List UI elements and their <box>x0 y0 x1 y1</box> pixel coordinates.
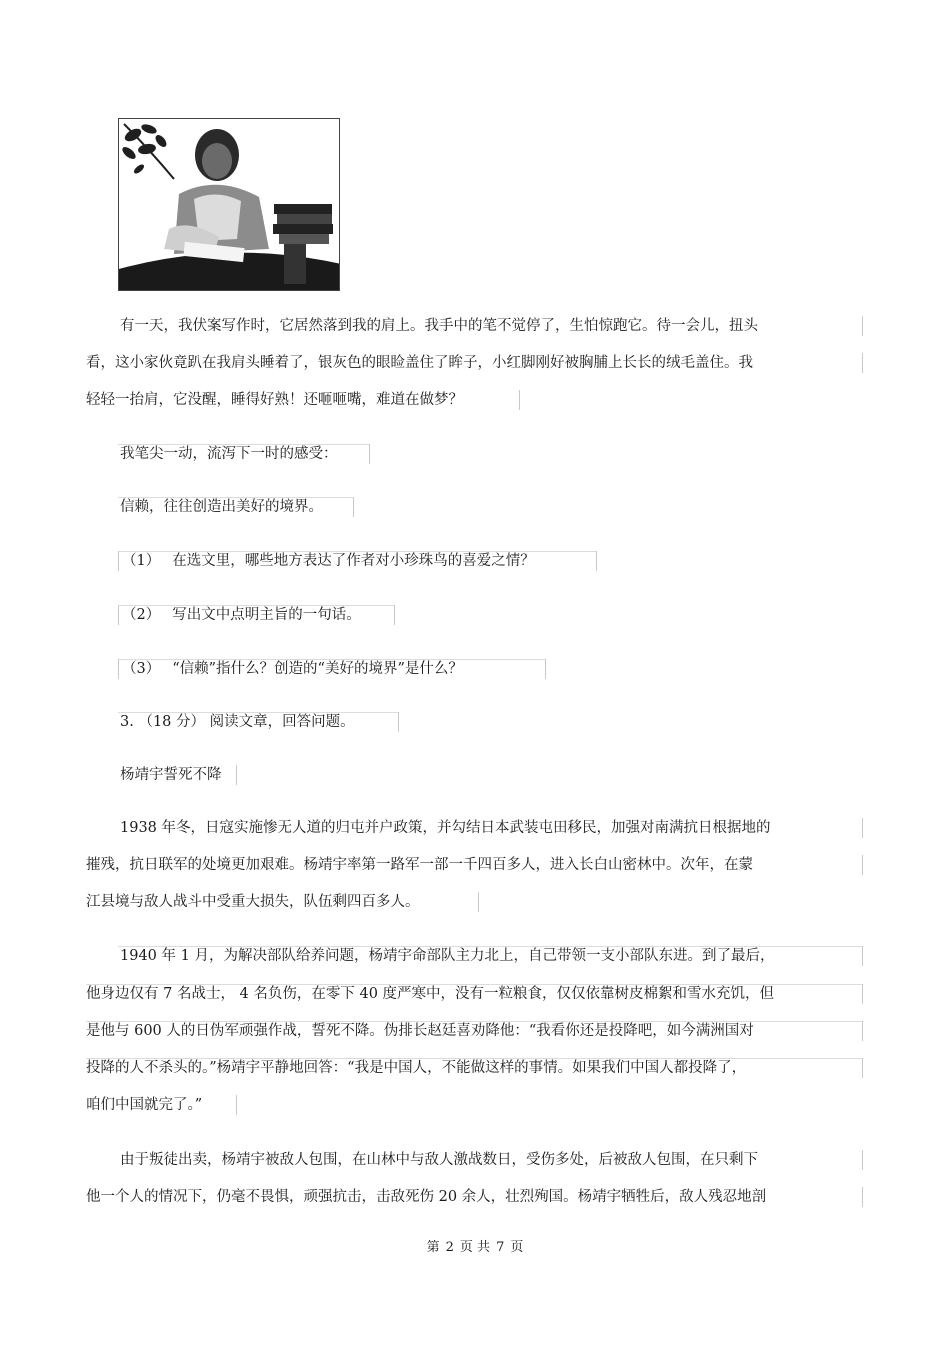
question-2-text: 写出文中点明主旨的一句话。 <box>172 607 361 623</box>
passage-p2: 我笔尖一动，流泻下一时的感受： <box>120 446 338 462</box>
margin-bar <box>394 605 395 625</box>
question-3 <box>122 659 463 679</box>
margin-bar <box>369 444 370 464</box>
passage-line-1: 有一天，我伏案写作时，它居然落到我的肩上。我手中的笔不觉停了，生怕惊跑它。待一会儿，扭头 <box>120 318 758 334</box>
passage-line-2: 看，这小家伙竟趴在我肩头睡着了，银灰色的眼睑盖住了眸子，小红脚刚好被胸脯上长长的绒毛盖住。我 <box>86 355 753 371</box>
margin-rule <box>118 605 394 606</box>
margin-bar <box>862 1058 863 1078</box>
passage-line-3: 轻轻一抬肩，它没醒，睡得好熟！还咂咂嘴，难道在做梦？ <box>86 392 463 408</box>
question-2 <box>122 605 361 625</box>
margin-rule <box>118 497 354 498</box>
margin-bar <box>862 818 863 838</box>
margin-bar <box>478 892 479 912</box>
margin-rule <box>118 444 370 445</box>
para3-line-2: 他一个人的情况下，仍毫不畏惧，顽强抗击，击敌死伤 20 余人，壮烈殉国。杨靖宇牺牲后，敌人残忍地剖 <box>86 1189 767 1205</box>
margin-rule <box>86 1058 862 1059</box>
margin-bar <box>862 1021 863 1041</box>
footer-prefix: 第 <box>426 1240 440 1255</box>
footer-total-pages: 7 <box>496 1240 505 1255</box>
margin-rule <box>118 946 862 947</box>
margin-bar <box>862 316 863 336</box>
margin-bar <box>236 765 237 785</box>
footer-suffix: 页 <box>510 1240 524 1255</box>
margin-bar <box>118 551 119 571</box>
margin-rule <box>118 712 399 713</box>
margin-bar <box>398 712 399 732</box>
para1-line-1: 1938 年冬，日寇实施惨无人道的归屯并户政策，并勾结日本武装屯田移民，加强对南满抗日根据地的 <box>120 820 771 836</box>
margin-bar <box>353 497 354 517</box>
margin-bar <box>862 855 863 875</box>
margin-bar <box>545 659 546 679</box>
question-3-text: “信赖”指什么？创造的“美好的境界”是什么？ <box>172 661 463 677</box>
page-footer <box>0 1236 950 1255</box>
margin-bar <box>862 1187 863 1207</box>
para2-line-5: 咱们中国就完了。” <box>86 1097 203 1113</box>
para2-line-2: 他身边仅有 7 名战士， 4 名负伤，在零下 40 度严寒中，没有一粒粮食，仅仅依靠树皮棉絮和雪水充饥，但 <box>86 986 775 1002</box>
para2-line-4: 投降的人不杀头的。”杨靖宇平静地回答：“我是中国人，不能做这样的事情。如果我们中国人都投降了， <box>86 1060 747 1076</box>
margin-bar <box>862 353 863 373</box>
margin-bar <box>519 390 520 410</box>
margin-rule <box>118 659 545 660</box>
question-2-number: （2） <box>122 607 161 623</box>
para1-line-3: 江县境与敌人战斗中受重大损失，队伍剩四百多人。 <box>86 894 420 910</box>
margin-bar <box>118 605 119 625</box>
question-3-header: 3. （18 分） 阅读文章，回答问题。 <box>120 714 355 730</box>
margin-rule <box>86 984 862 985</box>
margin-bar <box>862 984 863 1004</box>
question-3-number: （3） <box>122 661 161 677</box>
footer-page-number: 2 <box>445 1240 454 1255</box>
margin-bar <box>236 1095 237 1115</box>
margin-bar <box>862 946 863 966</box>
margin-bar <box>118 659 119 679</box>
margin-rule <box>86 1021 862 1022</box>
question-1 <box>122 551 535 571</box>
question-1-text: 在选文里，哪些地方表达了作者对小珍珠鸟的喜爱之情？ <box>172 553 535 569</box>
para2-line-3: 是他与 600 人的日伪军顽强作战，誓死不降。伪排长赵廷喜劝降他：“我看你还是投降吧，如今满洲国对 <box>86 1023 754 1039</box>
para3-line-1: 由于叛徒出卖，杨靖宇被敌人包围，在山林中与敌人激战数日，受伤多处，后被敌人包围，在只剩下 <box>120 1152 758 1168</box>
passage-p3: 信赖，往往创造出美好的境界。 <box>120 499 323 515</box>
man-writing-at-desk-illustration <box>118 118 340 291</box>
question-1-number: （1） <box>122 553 161 569</box>
para1-line-2: 摧残，抗日联军的处境更加艰难。杨靖宇率第一路军一部一千四百多人，进入长白山密林中。次年，在蒙 <box>86 857 753 873</box>
para2-line-1: 1940 年 1 月，为解决部队给养问题，杨靖宇命部队主力北上，自己带领一支小部队东进。到了最后， <box>120 948 775 964</box>
margin-bar <box>862 1150 863 1170</box>
margin-bar <box>596 551 597 571</box>
illustration-drawing <box>119 119 340 291</box>
footer-middle: 页 共 <box>459 1240 491 1255</box>
margin-rule <box>118 551 596 552</box>
article-title: 杨靖宇誓死不降 <box>120 767 222 783</box>
